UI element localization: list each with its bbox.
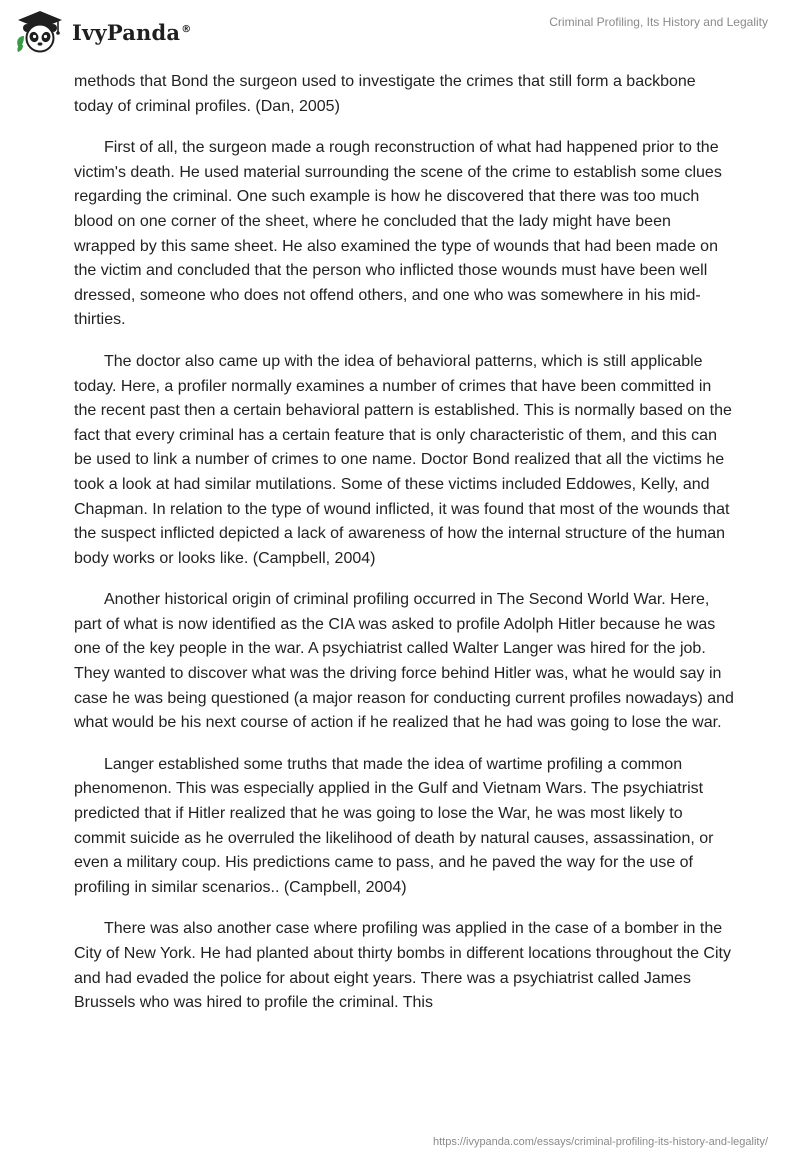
paragraph: Another historical origin of criminal profiling occurred in The Second World War. Here, part of what is now identified as the CIA was asked to profile Adolph Hitler because he was one of the key people in the war. A psychiatrist called Walter Langer was hired for the job. They wanted to discover what was the driving force behind Hitler was, what he would say in case he was being questioned (a major reason for conducting current profiles nowadays) and what would be his next course of action if he realized that he had was going to lose the war. [74,591,734,732]
paragraph: The doctor also came up with the idea of behavioral patterns, which is still applicable today. Here, a profiler normally examines a number of crimes that have been committed in the recent past then a certain behavioral pattern is established. This is normally based on the fact that every criminal has a certain feature that is only characteristic of them, and this can be used to link a number of crimes to one name. Doctor Bond realized that all the victims he took a look at had similar mutilations. Some of these victims included Eddowes, Kelly, and Chapman. In relation to the type of wound inflicted, it was found that most of the wounds that the suspect inflicted depicted a lack of awareness of how the internal structure of the human body works or looks like. (Campbell, 2004) [74,352,732,567]
document-title: Criminal Profiling, Its History and Legality [549,15,768,29]
page-header [0,0,800,60]
source-url-link[interactable]: https://ivypanda.com/essays/criminal-profiling-its-history-and-legality/ [432,1136,768,1148]
paragraph: Langer established some truths that made the idea of wartime profiling a common phenomenon. This was especially applied in the Gulf and Vietnam Wars. The psychiatrist predicted that if Hitler realized that he was going to lose the War, he was most likely to commit suicide as he overruled the likelihood of death by natural causes, assassination, or even a military coup. His predictions came to pass, and he paved the way for the use of profiling in similar scenarios.. (Campbell, 2004) [74,755,714,896]
brand-logo[interactable] [14,8,191,54]
brand-registered-mark: ® [181,23,192,35]
paragraph-continuation: methods that Bond the surgeon used to investigate the crimes that still form a backbone today of criminal profiles. (Dan, 2005) [74,73,696,115]
brand-name: IvyPanda® [72,19,192,45]
essay-body [74,70,734,1033]
paragraph: There was also another case where profiling was applied in the case of a bomber in the City of New York. He had planted about thirty bombs in different locations throughout the City and had evaded the police for about eight years. There was a psychiatrist called James Brussels who was hired to profile the criminal. This [74,920,731,1012]
paragraph: First of all, the surgeon made a rough reconstruction of what had happened prior to the victim's death. He used material surrounding the scene of the crime to establish some clues regarding the criminal. One such example is how he discovered that there was too much blood on one corner of the sheet, where he concluded that the lady might have been wrapped by this same sheet. He also examined the type of wounds that had been made on the victim and concluded that the person who inflicted those wounds must have been well dressed, someone who does not offend others, and one who was somewhere in his mid-thirties. [74,139,722,329]
panda-graduate-logo-icon [14,8,66,54]
